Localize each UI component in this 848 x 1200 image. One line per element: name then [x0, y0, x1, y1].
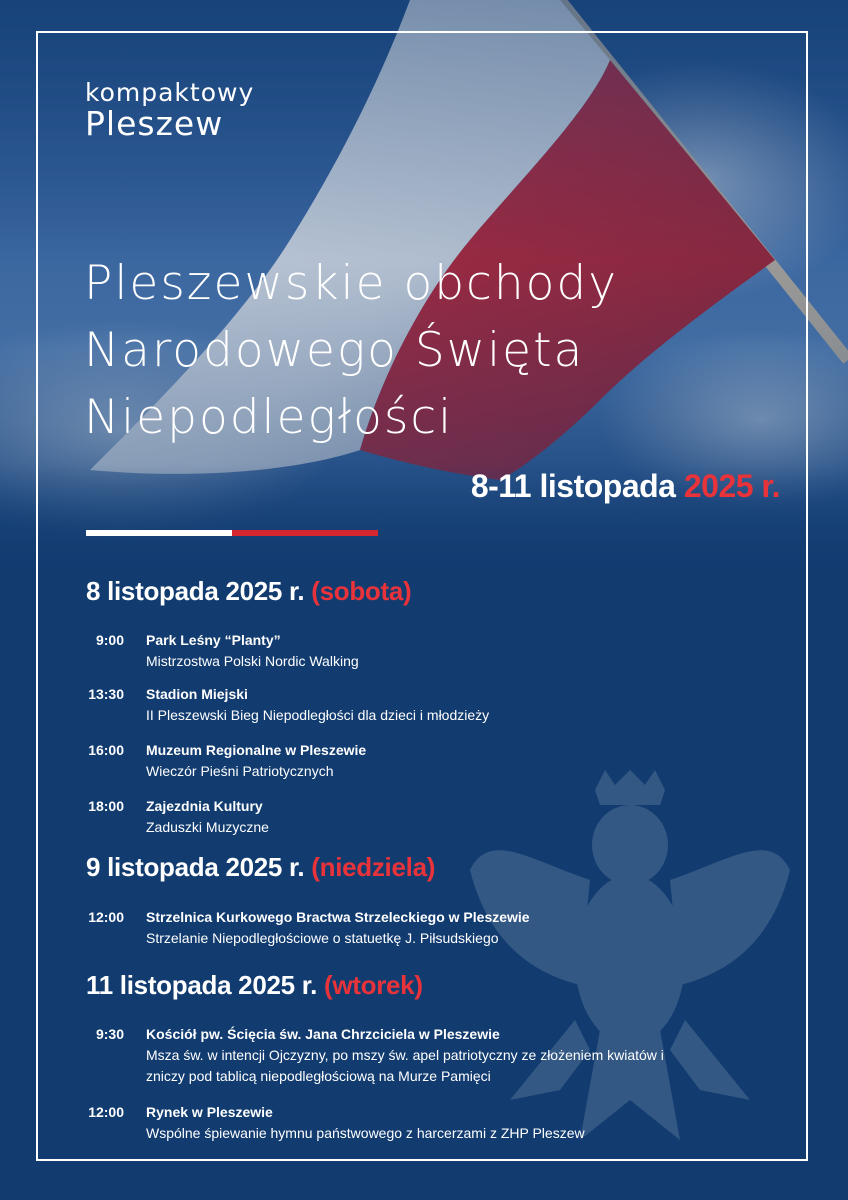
event-place: Kościół pw. Ścięcia św. Jana Chrzciciela w Pleszewie	[146, 1026, 500, 1042]
title-line-3: Niepodległości	[84, 390, 454, 445]
event-time: 13:30	[88, 686, 124, 702]
day-heading	[86, 970, 423, 1001]
event-place: Strzelnica Kurkowego Bractwa Strzeleckiego w Pleszewie	[146, 909, 530, 925]
event-place: Rynek w Pleszewie	[146, 1104, 273, 1120]
day-date: 11 listopada 2025 r.	[86, 970, 318, 1000]
date-range-main: 8-11 listopada	[470, 468, 684, 504]
flag-divider	[86, 530, 378, 536]
logo	[85, 78, 255, 143]
event-description: Strzelanie Niepodległościowe o statuetkę J. Piłsudskiego	[146, 930, 499, 946]
event-description: Wieczór Pieśni Patriotycznych	[146, 763, 334, 779]
divider-white-bar	[86, 530, 232, 536]
event-time: 16:00	[88, 742, 124, 758]
event-time: 12:00	[88, 1104, 124, 1120]
day-weekday: (niedziela)	[311, 852, 436, 882]
day-heading	[86, 576, 411, 607]
event-description: Zaduszki Muzyczne	[146, 819, 269, 835]
page-title	[84, 250, 764, 451]
event-description: Mistrzostwa Polski Nordic Walking	[146, 653, 359, 669]
title-line-2: Narodowego Święta	[84, 323, 585, 378]
divider-red-bar	[232, 530, 378, 536]
event-place: Park Leśny “Planty”	[146, 632, 281, 648]
logo-line-1: kompaktowy	[85, 78, 255, 107]
logo-line-2: Pleszew	[85, 104, 224, 143]
event-place: Muzeum Regionalne w Pleszewie	[146, 742, 367, 758]
event-time: 9:30	[95, 1026, 124, 1042]
day-date: 8 listopada 2025 r.	[86, 576, 305, 606]
event-time: 12:00	[88, 909, 124, 925]
event-place: Stadion Miejski	[146, 686, 248, 702]
event-description: Wspólne śpiewanie hymnu państwowego z harcerzami z ZHP Pleszew	[146, 1125, 585, 1141]
day-heading	[86, 852, 435, 883]
event-place: Zajezdnia Kultury	[146, 798, 263, 814]
event-time: 9:00	[95, 632, 124, 648]
event-description: II Pleszewski Bieg Niepodległości dla dzieci i młodzieży	[146, 707, 490, 723]
day-weekday: (sobota)	[311, 576, 412, 606]
event-date-range	[471, 468, 780, 505]
event-time: 18:00	[88, 798, 124, 814]
date-range-year: 2025 r.	[683, 468, 780, 504]
title-line-1: Pleszewskie obchody	[84, 256, 619, 311]
day-weekday: (wtorek)	[323, 970, 423, 1000]
day-date: 9 listopada 2025 r.	[86, 852, 305, 882]
event-description: Msza św. w intencji Ojczyzny, po mszy św. apel patriotyczny ze złożeniem kwiatów i zniczy pod tablicą niepodległościową na Murze Pamięci	[146, 1047, 664, 1084]
